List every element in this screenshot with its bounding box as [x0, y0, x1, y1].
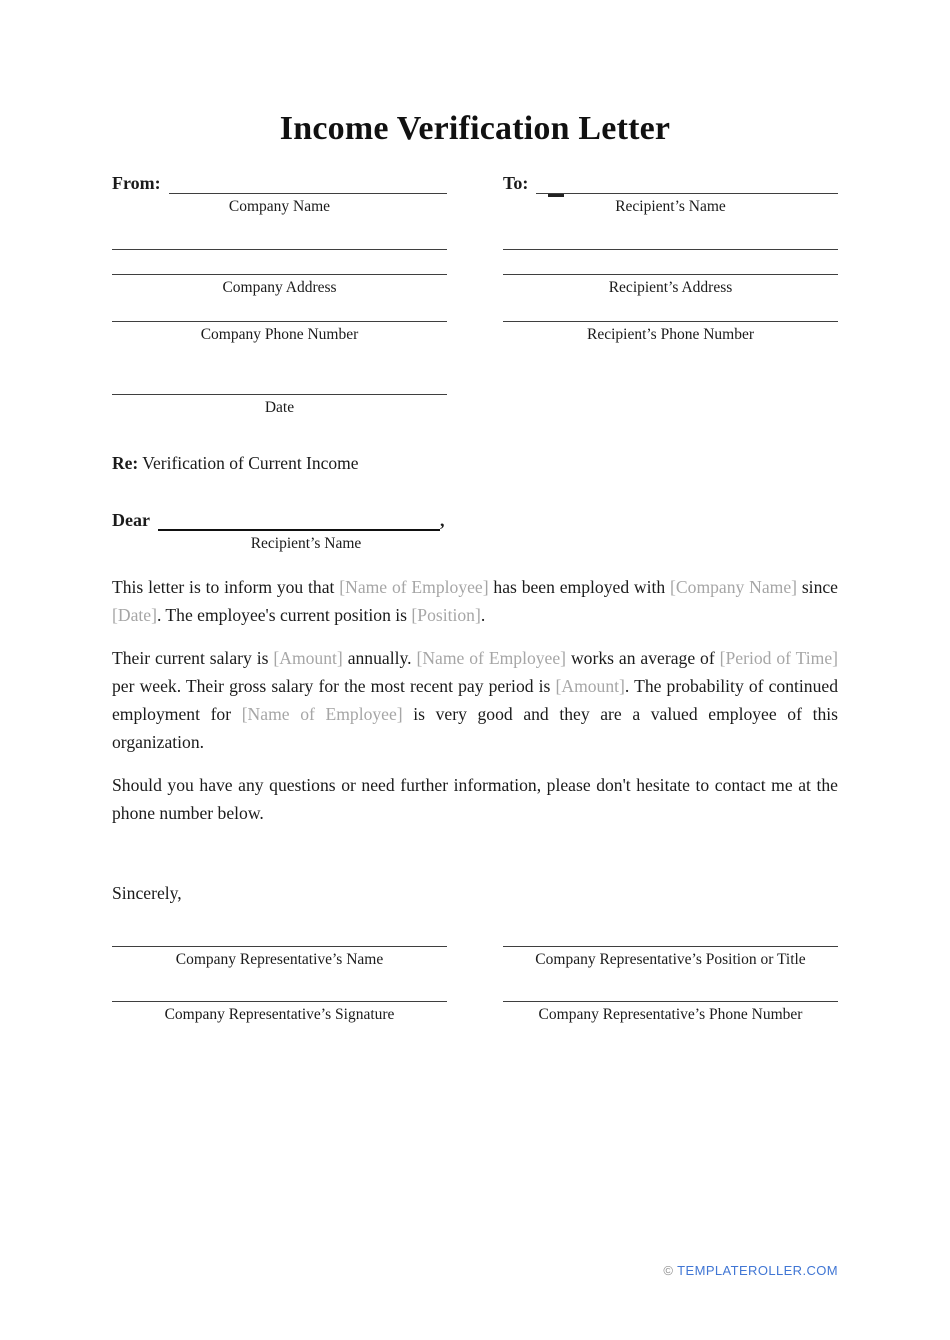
signature-block-row-1	[112, 946, 838, 969]
company-phone-caption: Company Phone Number	[200, 326, 359, 343]
from-column	[112, 172, 447, 417]
body-text: has been employed with	[488, 577, 671, 597]
body-text: . The probability of continued employment for	[112, 676, 838, 724]
placeholder-field: [Amount]	[273, 648, 343, 668]
paragraph-salary	[112, 644, 838, 756]
rep-name-line[interactable]	[112, 946, 447, 947]
placeholder-field: [Amount]	[555, 676, 625, 696]
page-title: Income Verification Letter	[279, 110, 671, 147]
rep-position-line[interactable]	[503, 946, 838, 947]
rep-phone-cell	[503, 1001, 838, 1024]
body-text: per week. Their gross salary for the most recent pay period is	[112, 676, 556, 696]
rep-signature-line[interactable]	[112, 1001, 447, 1002]
placeholder-field: [Name of Employee]	[241, 704, 403, 724]
copyright-icon: ©	[663, 1263, 674, 1278]
salutation-caption: Recipient’s Name	[250, 535, 362, 552]
paragraph-employment	[112, 573, 838, 629]
salutation-row	[112, 510, 838, 531]
recipient-address-caption: Recipient’s Address	[608, 279, 733, 296]
salutation-prefix: Dear	[112, 510, 150, 530]
body-text: since	[797, 577, 838, 597]
to-column	[503, 172, 838, 417]
closing-text: Sincerely,	[112, 883, 182, 903]
body-text: is very good and they are a valued employee of this organization.	[112, 704, 838, 752]
recipient-name-caption: Recipient’s Name	[615, 198, 726, 215]
rep-position-caption: Company Representative’s Position or Title	[535, 951, 806, 968]
company-phone-line[interactable]	[112, 321, 447, 322]
placeholder-field: [Position]	[411, 605, 481, 625]
recipient-address-line-2[interactable]	[503, 274, 838, 275]
rep-signature-caption: Company Representative’s Signature	[164, 1006, 395, 1023]
body-text: Their current salary is	[112, 648, 274, 668]
rep-name-cell	[112, 946, 447, 969]
body-text: This letter is to inform you that	[112, 577, 340, 597]
templateroller-link[interactable]: TEMPLATEROLLER.COM	[677, 1263, 838, 1278]
header-address-block	[112, 172, 838, 417]
body-text: .	[480, 605, 486, 625]
recipient-address-line-1[interactable]	[503, 249, 838, 250]
recipient-phone-caption: Recipient’s Phone Number	[586, 326, 755, 343]
recipient-name-line[interactable]	[536, 174, 838, 194]
body-text: annually.	[342, 648, 417, 668]
document-page	[0, 110, 950, 1340]
company-name-line[interactable]	[169, 174, 447, 194]
body-text: . The employee's current position is	[156, 605, 412, 625]
salutation-name-line[interactable]	[158, 513, 440, 531]
salutation-comma: ,	[439, 510, 445, 530]
company-name-caption: Company Name	[228, 198, 331, 215]
placeholder-field: [Name of Employee]	[339, 577, 489, 597]
date-line[interactable]	[112, 394, 447, 395]
body-text: Should you have any questions or need further information, please don't hesitate to contact me at the phone number below.	[112, 775, 838, 823]
company-address-caption: Company Address	[222, 279, 337, 296]
placeholder-field: [Period of Time]	[719, 648, 838, 668]
subject-line	[112, 453, 838, 474]
paragraph-contact	[112, 771, 838, 827]
to-field	[503, 172, 838, 194]
letter-body	[112, 573, 838, 827]
rep-phone-line[interactable]	[503, 1001, 838, 1002]
subject-prefix: Re:	[112, 453, 139, 473]
from-label: From:	[112, 173, 161, 193]
placeholder-field: [Name of Employee]	[416, 648, 567, 668]
rep-name-caption: Company Representative’s Name	[175, 951, 384, 968]
stray-underscore-mark	[548, 194, 564, 197]
body-text: works an average of	[566, 648, 720, 668]
from-field	[112, 172, 447, 194]
rep-signature-cell	[112, 1001, 447, 1024]
footer	[663, 1263, 838, 1278]
subject-text: Verification of Current Income	[138, 453, 359, 473]
rep-position-cell	[503, 946, 838, 969]
signature-block-row-2	[112, 1001, 838, 1024]
to-label: To:	[503, 173, 529, 193]
company-address-line-2[interactable]	[112, 274, 447, 275]
company-address-line-1[interactable]	[112, 249, 447, 250]
rep-phone-caption: Company Representative’s Phone Number	[538, 1006, 803, 1023]
placeholder-field: [Date]	[112, 605, 157, 625]
placeholder-field: [Company Name]	[670, 577, 798, 597]
recipient-phone-line[interactable]	[503, 321, 838, 322]
date-caption: Date	[264, 399, 295, 416]
